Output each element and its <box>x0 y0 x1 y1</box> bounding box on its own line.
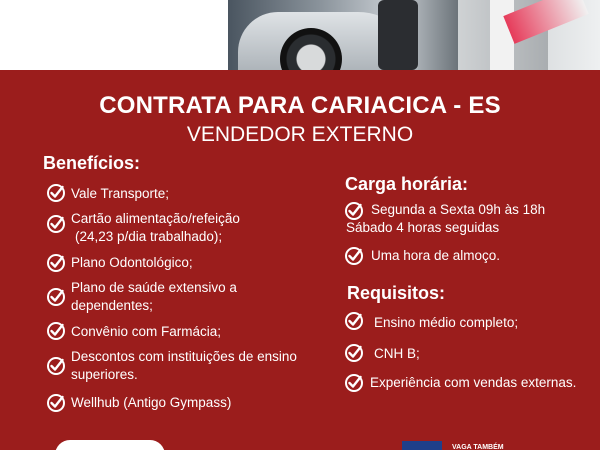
check-icon <box>46 183 66 203</box>
check-icon <box>344 201 364 221</box>
benefit-item-5: Convênio com Farmácia; <box>71 324 222 339</box>
benefit-item-6-cont: superiores. <box>71 367 138 382</box>
job-role-subtitle: VENDEDOR EXTERNO <box>186 123 414 146</box>
badge-caption: VAGA TAMBÉM <box>452 444 504 450</box>
check-icon <box>344 343 364 363</box>
logo-badge <box>402 441 442 450</box>
requirement-item-2: CNH B; <box>374 346 420 361</box>
benefit-item-2-detail: (24,23 p/dia trabalhado); <box>75 229 223 244</box>
hours-item-1: Segunda a Sexta 09h às 18h <box>371 202 546 217</box>
benefit-item-2: Cartão alimentação/refeição <box>71 211 240 226</box>
person-silhouette <box>378 0 418 70</box>
check-icon <box>344 246 364 266</box>
check-icon <box>46 253 66 273</box>
white-block <box>0 0 228 70</box>
check-icon <box>46 321 66 341</box>
benefit-item-3: Plano Odontológico; <box>71 255 193 270</box>
hours-item-1-cont: Sábado 4 horas seguidas <box>346 220 500 235</box>
check-icon <box>46 287 66 307</box>
requirement-item-3: Experiência com vendas externas. <box>370 375 577 390</box>
benefit-item-4: Plano de saúde extensivo a <box>71 280 237 295</box>
check-icon <box>344 311 364 331</box>
car-dealership-photo <box>228 0 600 70</box>
requirement-item-1: Ensino médio completo; <box>374 315 519 330</box>
check-icon <box>46 393 66 413</box>
benefit-item-6: Descontos com instituições de ensino <box>71 349 297 364</box>
benefit-item-1: Vale Transporte; <box>71 186 170 201</box>
check-icon <box>46 214 66 234</box>
benefits-heading: Benefícios: <box>43 153 141 173</box>
hours-heading: Carga horária: <box>345 174 469 194</box>
check-icon <box>46 356 66 376</box>
benefit-item-7: Wellhub (Antigo Gympass) <box>71 395 232 410</box>
apply-button-partial[interactable] <box>55 440 165 450</box>
benefit-item-4-cont: dependentes; <box>71 298 153 313</box>
requirements-heading: Requisitos: <box>347 283 446 303</box>
header-image-area <box>0 0 600 70</box>
hours-item-2: Uma hora de almoço. <box>371 248 501 263</box>
page-title: CONTRATA PARA CARIACICA - ES <box>99 92 501 119</box>
check-icon <box>344 373 364 393</box>
